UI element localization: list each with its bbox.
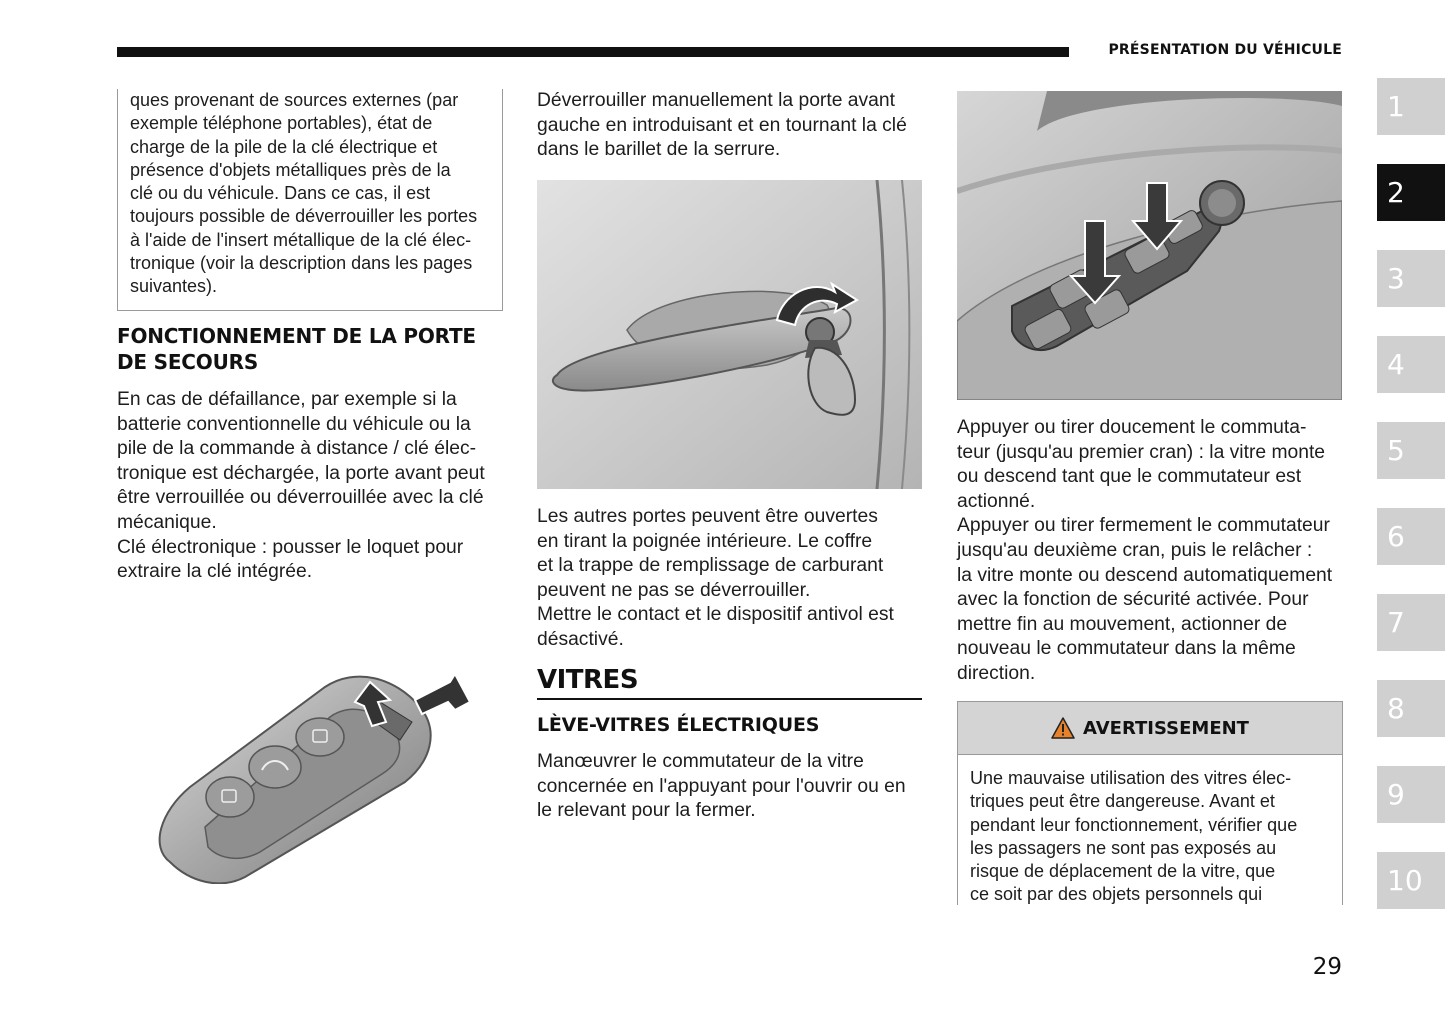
warning-text [958, 755, 1342, 907]
note-line: toujours possible de déverrouiller les portes [130, 206, 478, 227]
text-line: avec la fonction de sécurité activée. Pour [957, 589, 1309, 611]
text-line: désactivé. [537, 628, 624, 650]
warning-box [957, 701, 1343, 905]
text-line: la vitre monte ou descend automatiquement [957, 564, 1333, 586]
text-line: être verrouillée ou déverrouillée avec la clé [117, 487, 484, 509]
chapter-tab-10[interactable]: 10 [1377, 852, 1445, 909]
note-line: ques provenant de sources externes (par [130, 90, 459, 110]
chapter-tab-7[interactable]: 7 [1377, 594, 1445, 651]
chapter-tab-1[interactable]: 1 [1377, 78, 1445, 135]
text-line: les passagers ne sont pas exposés au [970, 837, 1277, 858]
text-line: Appuyer ou tirer doucement le commuta- [957, 417, 1307, 438]
text-line: concernée en l'appuyant pour l'ouvrir ou en [537, 775, 906, 797]
heading-emergency-door [117, 323, 507, 375]
text-line: le relevant pour la fermer. [537, 800, 756, 822]
text-line: Mettre le contact et le dispositif antivol est [537, 604, 894, 626]
emergency-door-paragraph [117, 388, 507, 585]
note-line: charge de la pile de la clé électrique et [130, 136, 438, 157]
text-line: gauche en introduisant et en tournant la clé [537, 114, 907, 136]
text-line: Appuyer ou tirer fermement le commutateur [957, 515, 1330, 537]
text-line: En cas de défaillance, par exemple si la [117, 389, 457, 410]
text-line: actionné. [957, 490, 1036, 512]
chapter-tab-9[interactable]: 9 [1377, 766, 1445, 823]
text-line: dans le barillet de la serrure. [537, 139, 781, 161]
page-number: 29 [1312, 954, 1342, 980]
text-line: pile de la commande à distance / clé élec- [117, 438, 477, 460]
text-line: pendant leur fonctionnement, vérifier que [970, 814, 1298, 835]
other-doors-paragraph [537, 505, 927, 653]
note-line: tronique (voir la description dans les pages [130, 253, 473, 274]
window-switch-paragraph [957, 416, 1347, 687]
section-title: PRÉSENTATION DU VÉHICULE [1108, 42, 1342, 58]
note-line: exemple téléphone portables), état de [130, 113, 433, 134]
door-handle-illustration [537, 180, 922, 489]
heading-line: DE SECOURS [117, 350, 259, 374]
chapter-tab-3[interactable]: 3 [1377, 250, 1445, 307]
chapter-tab-2[interactable]: 2 [1377, 164, 1445, 221]
text-line: ce soit par des objets personnels qui [970, 884, 1263, 905]
text-line: triques peut être dangereuse. Avant et [970, 791, 1275, 812]
text-line: jusqu'au deuxième cran, puis le relâcher : [957, 539, 1313, 561]
chapter-tab-6[interactable]: 6 [1377, 508, 1445, 565]
note-line: présence d'objets métalliques près de la [130, 159, 451, 180]
warning-triangle-icon [1051, 717, 1075, 739]
window-switch-illustration [957, 91, 1342, 400]
chapter-tab-4[interactable]: 4 [1377, 336, 1445, 393]
text-line: ou descend tant que le commutateur est [957, 466, 1302, 488]
heading-windows: VITRES [537, 664, 922, 700]
text-line: Les autres portes peuvent être ouvertes [537, 506, 878, 527]
note-line: clé ou du véhicule. Dans ce cas, il est [130, 183, 431, 204]
key-fob-illustration [150, 662, 480, 884]
note-line: à l'aide de l'insert métallique de la clé élec- [130, 229, 472, 250]
power-windows-paragraph [537, 750, 927, 824]
text-line: et la trappe de remplissage de carburant [537, 555, 884, 577]
text-line: batterie conventionnelle du véhicule ou la [117, 413, 471, 435]
text-line: mécanique. [117, 511, 217, 533]
heading-power-windows: LÈVE-VITRES ÉLECTRIQUES [537, 714, 820, 736]
text-line: risque de déplacement de la vitre, que [970, 861, 1276, 882]
text-line: peuvent ne pas se déverrouiller. [537, 579, 811, 601]
warning-title: AVERTISSEMENT [1083, 717, 1249, 739]
text-line: nouveau le commutateur dans la même [957, 638, 1296, 660]
text-line: Déverrouiller manuellement la porte avant [537, 90, 895, 111]
chapter-tab-5[interactable]: 5 [1377, 422, 1445, 479]
text-line: teur (jusqu'au premier cran) : la vitre monte [957, 441, 1326, 463]
manual-unlock-intro [537, 89, 927, 163]
header-rule [117, 47, 1069, 57]
note-box [117, 89, 503, 311]
warning-header [958, 702, 1342, 755]
chapter-tab-8[interactable]: 8 [1377, 680, 1445, 737]
text-line: en tirant la poignée intérieure. Le coffre [537, 530, 873, 552]
text-line: mettre fin au mouvement, actionner de [957, 613, 1288, 635]
note-line: suivantes). [130, 276, 218, 297]
text-line: tronique est déchargée, la porte avant peut [117, 462, 485, 484]
text-line: Manœuvrer le commutateur de la vitre [537, 751, 864, 772]
text-line: extraire la clé intégrée. [117, 561, 313, 583]
text-line: Clé électronique : pousser le loquet pour [117, 536, 464, 558]
heading-line: FONCTIONNEMENT DE LA PORTE [117, 324, 476, 348]
text-line: Une mauvaise utilisation des vitres élec- [970, 768, 1292, 788]
text-line: direction. [957, 662, 1036, 684]
